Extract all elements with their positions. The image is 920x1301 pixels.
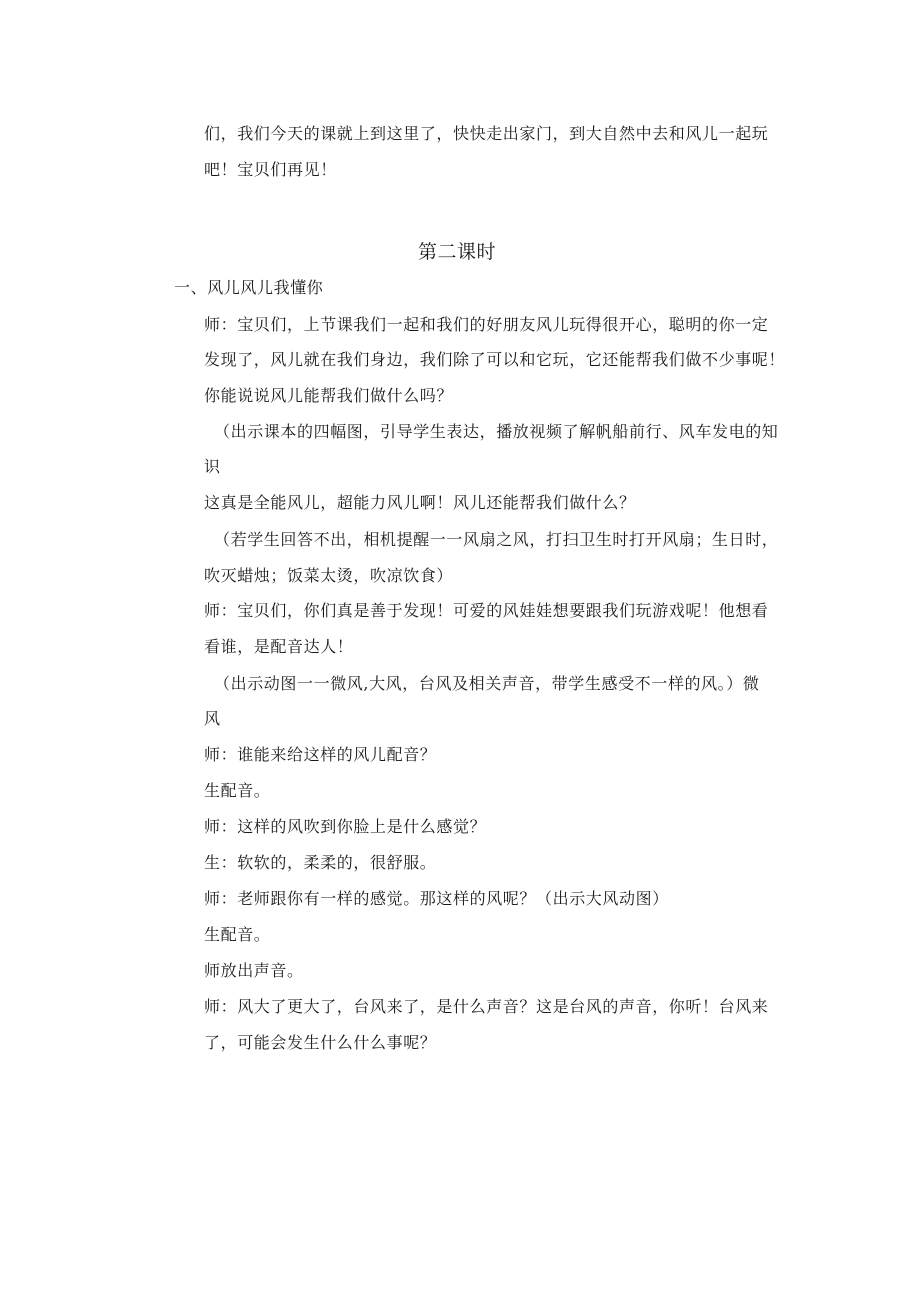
paragraph-line: 师放出声音。 — [204, 961, 304, 980]
paragraph-line: 生：软软的，柔柔的，很舒服。 — [204, 853, 437, 872]
paragraph-line: 这真是全能风儿，超能力风儿啊！风儿还能帮我们做什么？ — [204, 493, 636, 512]
paragraph-line: 看谁，是配音达人！ — [204, 637, 354, 656]
paragraph-line: 了，可能会发生什么什么事呢？ — [204, 1033, 437, 1052]
paragraph-line: 师：老师跟你有一样的感觉。那这样的风呢？（出示大风动图） — [204, 889, 669, 908]
paragraph-line: 发现了，风儿就在我们身边，我们除了可以和它玩，它还能帮我们做不少事呢！ — [204, 350, 786, 369]
paragraph-line: 师：宝贝们，你们真是善于发现！可爱的风娃娃想要跟我们玩游戏呢！他想看 — [204, 601, 769, 620]
paragraph-line: 吧！宝贝们再见！ — [204, 160, 337, 179]
paragraph-line: 生配音。 — [204, 925, 271, 944]
paragraph-line: 识 — [204, 457, 221, 476]
paragraph-line: （出示动图一一微风,大风，台风及相关声音，带学生感受不一样的风。）微 — [214, 674, 760, 693]
paragraph-line: 师：谁能来给这样的风儿配音？ — [204, 745, 437, 764]
paragraph-line: 师：宝贝们，上节课我们一起和我们的好朋友风儿玩得很开心，聪明的你一定 — [204, 315, 769, 334]
paragraph-line: 师：风大了更大了，台风来了，是什么声音？这是台风的声音，你听！台风来 — [204, 997, 769, 1016]
paragraph-line: 吹灭蜡烛；饭菜太烫，吹凉饮食） — [204, 566, 454, 585]
paragraph-line: （若学生回答不出，相机提醒一一风扇之风，打扫卫生时打开风扇；生日时， — [214, 530, 779, 549]
paragraph-line: 们，我们今天的课就上到这里了，快快走出家门，到大自然中去和风儿一起玩 — [204, 124, 769, 143]
paragraph-line: 风 — [204, 709, 221, 728]
paragraph-line: （出示课本的四幅图，引导学生表达，播放视频了解帆船前行、风车发电的知 — [214, 422, 779, 441]
paragraph-line: 师：这样的风吹到你脸上是什么感觉？ — [204, 817, 487, 836]
paragraph-line: 你能说说风儿能帮我们做什么吗？ — [204, 386, 454, 405]
paragraph-line: 生配音。 — [204, 781, 271, 800]
section-heading: 一、风儿风儿我懂你 — [174, 278, 324, 297]
section-title: 第二课时 — [418, 241, 497, 263]
